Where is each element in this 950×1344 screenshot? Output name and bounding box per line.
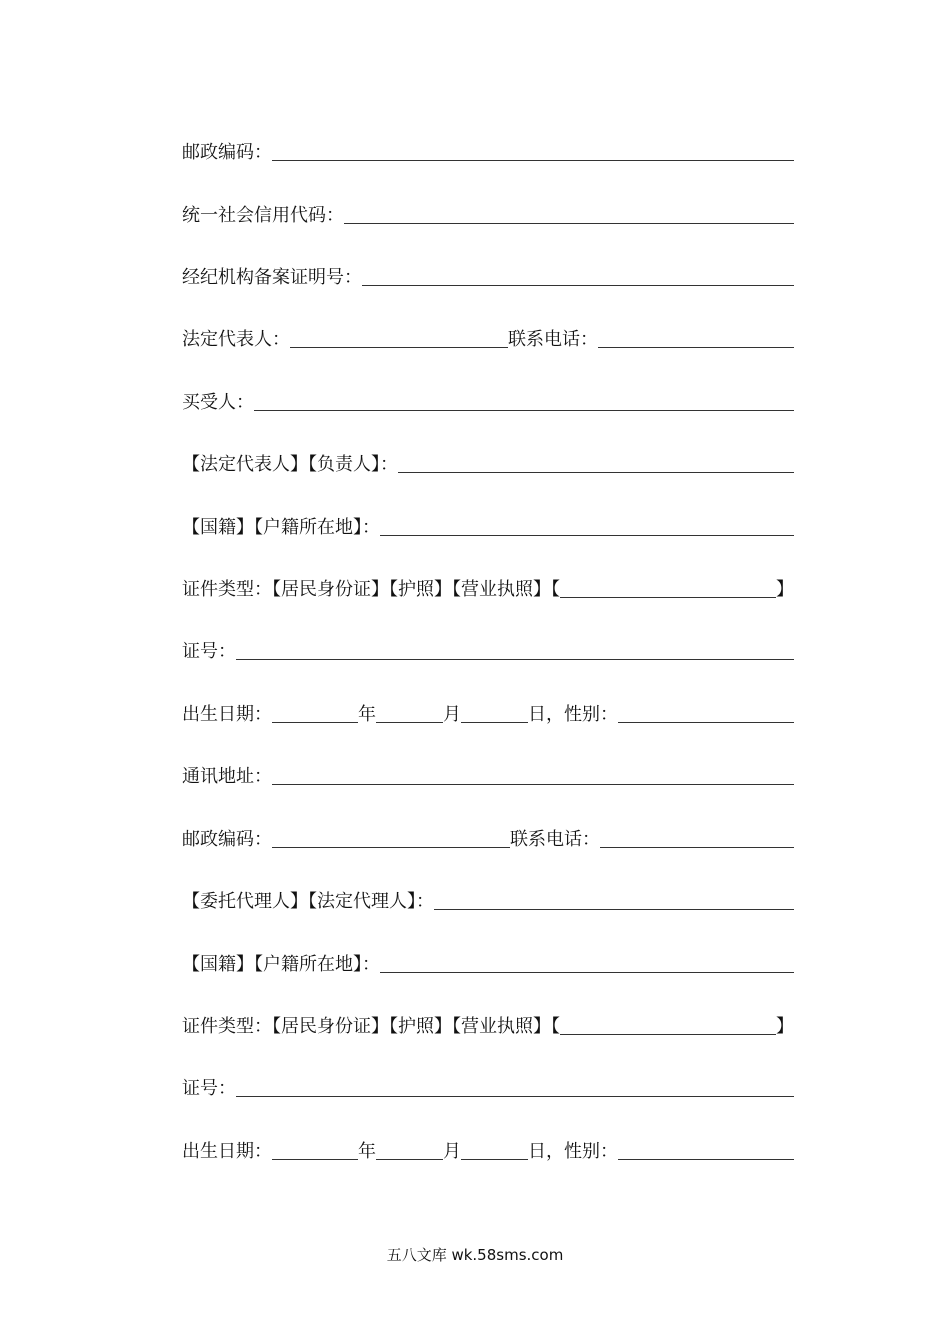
credit-code-row	[182, 197, 794, 227]
birth-date-row-2	[182, 1133, 794, 1163]
credit-code-blank[interactable]	[344, 205, 794, 224]
gender-blank-2[interactable]	[618, 1141, 794, 1160]
address-label: 通讯地址：	[182, 766, 272, 787]
phone-blank[interactable]	[598, 329, 794, 348]
month-label-2: 月	[443, 1141, 461, 1162]
postal-code-label-2: 邮政编码：	[182, 829, 272, 850]
birth-date-label: 出生日期：	[182, 704, 272, 725]
postal-code-blank-2[interactable]	[272, 829, 510, 848]
phone-label-2: 联系电话：	[510, 829, 600, 850]
id-type-other-blank[interactable]	[560, 579, 776, 598]
agent-blank[interactable]	[434, 891, 794, 910]
footer-watermark: 五八文库 wk.58sms.com	[386, 1246, 564, 1264]
id-number-label-2: 证号：	[182, 1078, 236, 1099]
legal-rep-row	[182, 321, 794, 351]
id-type-close-bracket-2: 】	[776, 1016, 794, 1037]
address-blank[interactable]	[272, 766, 794, 785]
day-gender-label-2: 日，性别：	[528, 1141, 618, 1162]
buyer-row	[182, 384, 794, 414]
nationality-row	[182, 509, 794, 539]
buyer-label: 买受人：	[182, 392, 254, 413]
postal-code-blank[interactable]	[272, 142, 794, 161]
id-type-label-2: 证件类型：【居民身份证】【护照】【营业执照】【	[182, 1016, 560, 1037]
agency-filing-blank[interactable]	[362, 267, 794, 286]
id-type-label: 证件类型：【居民身份证】【护照】【营业执照】【	[182, 579, 560, 600]
year-label-2: 年	[358, 1141, 376, 1162]
birth-date-label-2: 出生日期：	[182, 1141, 272, 1162]
id-number-row-2	[182, 1070, 794, 1100]
phone-label: 联系电话：	[508, 329, 598, 350]
buyer-rep-row	[182, 446, 794, 476]
postal-code-row	[182, 134, 794, 164]
agency-filing-label: 经纪机构备案证明号：	[182, 267, 362, 288]
birth-year-blank-2[interactable]	[272, 1141, 358, 1160]
id-number-blank-2[interactable]	[236, 1078, 794, 1097]
birth-day-blank[interactable]	[461, 704, 528, 723]
day-gender-label: 日，性别：	[528, 704, 618, 725]
nationality-blank-2[interactable]	[380, 954, 794, 973]
month-label: 月	[443, 704, 461, 725]
id-number-label: 证号：	[182, 641, 236, 662]
id-type-close-bracket: 】	[776, 579, 794, 600]
birth-date-row	[182, 696, 794, 726]
id-number-blank[interactable]	[236, 641, 794, 660]
legal-rep-blank[interactable]	[290, 329, 508, 348]
postal-code-label: 邮政编码：	[182, 142, 272, 163]
address-row	[182, 758, 794, 788]
buyer-blank[interactable]	[254, 392, 794, 411]
agency-filing-row	[182, 259, 794, 289]
id-type-row	[182, 571, 794, 601]
id-type-row-2	[182, 1008, 794, 1038]
id-number-row	[182, 633, 794, 663]
birth-day-blank-2[interactable]	[461, 1141, 528, 1160]
buyer-rep-blank[interactable]	[398, 454, 794, 473]
nationality-label-2: 【国籍】【户籍所在地】：	[182, 954, 380, 975]
credit-code-label: 统一社会信用代码：	[182, 205, 344, 226]
year-label: 年	[358, 704, 376, 725]
agent-label: 【委托代理人】【法定代理人】：	[182, 891, 434, 912]
buyer-rep-label: 【法定代表人】【负责人】：	[182, 454, 398, 475]
nationality-label: 【国籍】【户籍所在地】：	[182, 517, 380, 538]
agent-row	[182, 883, 794, 913]
nationality-blank[interactable]	[380, 517, 794, 536]
nationality-row-2	[182, 946, 794, 976]
birth-month-blank[interactable]	[376, 704, 443, 723]
gender-blank[interactable]	[618, 704, 794, 723]
id-type-other-blank-2[interactable]	[560, 1016, 776, 1035]
postal-phone-row	[182, 821, 794, 851]
birth-month-blank-2[interactable]	[376, 1141, 443, 1160]
birth-year-blank[interactable]	[272, 704, 358, 723]
phone-blank-2[interactable]	[600, 829, 794, 848]
legal-rep-label: 法定代表人：	[182, 329, 290, 350]
